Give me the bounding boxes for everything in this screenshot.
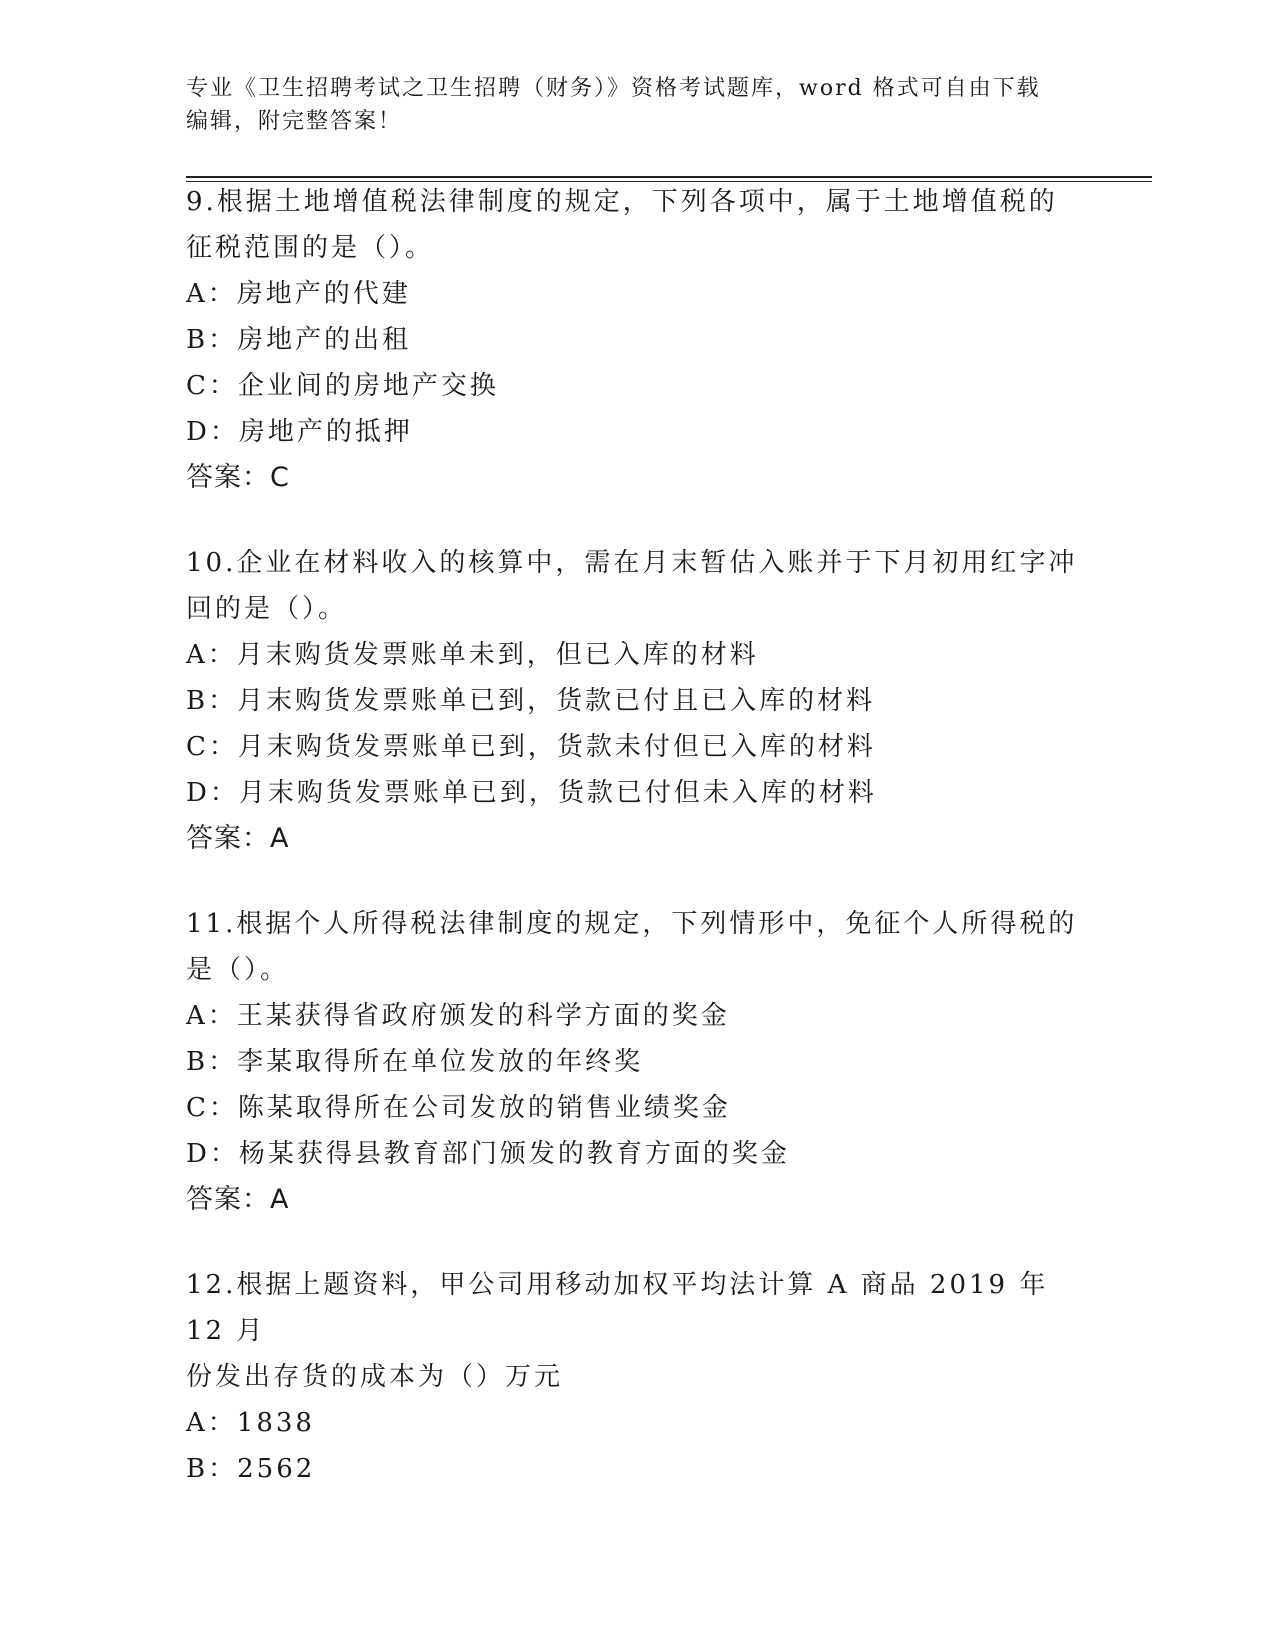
question-stem-line-1: 11.根据个人所得税法律制度的规定，下列情形中，免征个人所得税的 xyxy=(186,909,1078,939)
question-stem-line-2: 征税范围的是（）。 xyxy=(186,233,435,263)
question-9 xyxy=(186,179,1086,501)
question-stem-line-1: 9.根据土地增值税法律制度的规定，下列各项中，属于土地增值税的 xyxy=(186,187,1058,217)
question-12 xyxy=(186,1262,1086,1492)
answer: 答案：C xyxy=(186,462,290,493)
option-b: B：月末购货发票账单已到，货款已付且已入库的材料 xyxy=(186,686,876,716)
header-line-1: 专业《卫生招聘考试之卫生招聘（财务）》资格考试题库，word 格式可自由下载 xyxy=(186,76,1041,101)
option-c: C：企业间的房地产交换 xyxy=(186,371,499,401)
option-a: A：月末购货发票账单未到，但已入库的材料 xyxy=(186,640,759,670)
question-stem-line-2: 是（）。 xyxy=(186,955,290,985)
question-stem-line-2: 份发出存货的成本为（）万元 xyxy=(186,1362,564,1392)
option-b: B：房地产的出租 xyxy=(186,325,412,355)
question-stem-line-2: 回的是（）。 xyxy=(186,594,348,624)
option-d: D：月末购货发票账单已到，货款已付但未入库的材料 xyxy=(186,778,877,808)
document-header xyxy=(186,72,1066,138)
option-a: A：房地产的代建 xyxy=(186,279,411,309)
option-d: D：杨某获得县教育部门颁发的教育方面的奖金 xyxy=(186,1139,790,1169)
header-line-2: 编辑，附完整答案！ xyxy=(186,109,403,134)
question-stem-line-1: 10.企业在材料收入的核算中，需在月末暂估入账并于下月初用红字冲 xyxy=(186,548,1078,578)
question-10 xyxy=(186,540,1086,862)
option-a: A：王某获得省政府颁发的科学方面的奖金 xyxy=(186,1001,730,1031)
option-b: B：李某取得所在单位发放的年终奖 xyxy=(186,1047,644,1077)
option-c: C：陈某取得所在公司发放的销售业绩奖金 xyxy=(186,1093,731,1123)
option-a: A：1838 xyxy=(186,1408,315,1438)
question-11 xyxy=(186,901,1086,1223)
option-b: B：2562 xyxy=(186,1454,316,1484)
option-d: D：房地产的抵押 xyxy=(186,417,413,447)
header-divider-thick xyxy=(186,176,1152,178)
answer: 答案：A xyxy=(186,823,290,854)
answer: 答案：A xyxy=(186,1184,290,1215)
question-stem-line-1: 12.根据上题资料，甲公司用移动加权平均法计算 A 商品 2019 年 12 月 xyxy=(186,1270,1049,1346)
option-c: C：月末购货发票账单已到，货款未付但已入库的材料 xyxy=(186,732,876,762)
